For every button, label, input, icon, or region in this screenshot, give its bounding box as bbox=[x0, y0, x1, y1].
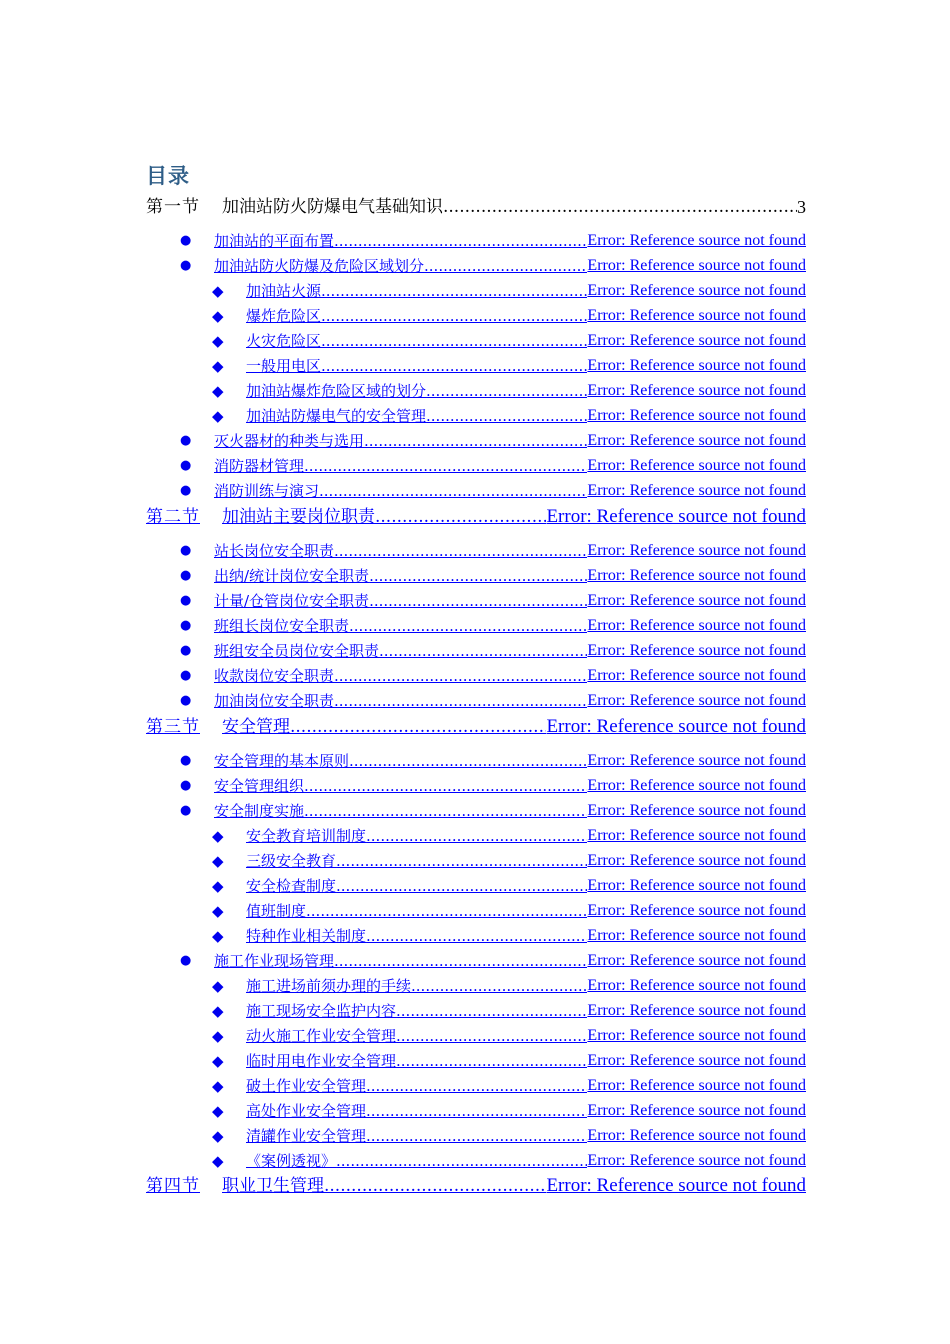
diamond-icon: ◆ bbox=[212, 1052, 224, 1070]
dot-leader bbox=[379, 642, 587, 660]
diamond-icon: ◆ bbox=[212, 902, 224, 920]
diamond-icon: ◆ bbox=[212, 977, 224, 995]
bullet-icon: ● bbox=[180, 458, 192, 473]
diamond-icon: ◆ bbox=[212, 927, 224, 945]
bullet-icon: ● bbox=[180, 803, 192, 818]
toc-page-reference: Error: Reference source not found bbox=[587, 542, 806, 559]
dot-leader bbox=[396, 1027, 587, 1045]
toc-entry-title: 班组安全员岗位安全职责 bbox=[214, 642, 380, 660]
toc-page-reference: Error: Reference source not found bbox=[587, 617, 806, 634]
toc-section-entry[interactable] bbox=[146, 1169, 806, 1195]
toc-entry-title: 计量/仓管岗位安全职责 bbox=[214, 592, 370, 610]
toc-page-reference: Error: Reference source not found bbox=[587, 927, 806, 944]
section-number: 第三节 bbox=[146, 717, 200, 737]
toc-page-reference: Error: Reference source not found bbox=[587, 1052, 806, 1069]
toc-page-reference: Error: Reference source not found bbox=[587, 307, 806, 324]
toc-page-reference: Error: Reference source not found bbox=[587, 432, 806, 449]
toc-entry-title: 灭火器材的种类与选用 bbox=[214, 432, 365, 450]
toc-page-reference: Error: Reference source not found bbox=[587, 357, 806, 374]
toc-page-reference: Error: Reference source not found bbox=[546, 1175, 806, 1196]
dot-leader bbox=[304, 457, 587, 475]
toc-section-entry[interactable] bbox=[146, 710, 806, 736]
dot-leader bbox=[426, 382, 587, 400]
toc-page-reference: Error: Reference source not found bbox=[587, 1102, 806, 1119]
toc-entry-title: 收款岗位安全职责 bbox=[214, 667, 335, 685]
toc-page-reference: 3 bbox=[797, 197, 806, 217]
diamond-icon: ◆ bbox=[212, 1102, 224, 1120]
toc-entry-title: 特种作业相关制度 bbox=[246, 927, 367, 945]
dot-leader bbox=[366, 1077, 587, 1095]
bullet-icon: ● bbox=[180, 568, 192, 583]
diamond-icon: ◆ bbox=[212, 332, 224, 350]
toc-page-reference: Error: Reference source not found bbox=[587, 952, 806, 969]
toc-page-reference: Error: Reference source not found bbox=[587, 667, 806, 684]
dot-leader bbox=[396, 1052, 587, 1070]
toc-entry-title: 职业卫生管理 bbox=[222, 1176, 324, 1196]
toc-subentry[interactable] bbox=[212, 846, 806, 870]
toc-subentry[interactable] bbox=[212, 351, 806, 375]
toc-subentry[interactable] bbox=[212, 1096, 806, 1120]
dot-leader bbox=[304, 802, 587, 820]
dot-leader bbox=[369, 592, 587, 610]
toc-entry-title: 安全检查制度 bbox=[246, 877, 337, 895]
toc-entry[interactable] bbox=[180, 476, 806, 500]
toc-subentry[interactable] bbox=[212, 1121, 806, 1145]
toc-subentry[interactable] bbox=[212, 276, 806, 300]
toc-page-reference: Error: Reference source not found bbox=[587, 752, 806, 769]
toc-subentry[interactable] bbox=[212, 921, 806, 945]
bullet-icon: ● bbox=[180, 778, 192, 793]
toc-page-reference: Error: Reference source not found bbox=[587, 877, 806, 894]
bullet-icon: ● bbox=[180, 668, 192, 683]
toc-subentry[interactable] bbox=[212, 401, 806, 425]
dot-leader bbox=[321, 307, 587, 325]
diamond-icon: ◆ bbox=[212, 407, 224, 425]
dot-leader bbox=[321, 282, 587, 300]
toc-subentry[interactable] bbox=[212, 821, 806, 845]
toc-entry[interactable] bbox=[180, 251, 806, 275]
diamond-icon: ◆ bbox=[212, 1002, 224, 1020]
toc-entry[interactable] bbox=[180, 426, 806, 450]
toc-page-reference: Error: Reference source not found bbox=[587, 332, 806, 349]
toc-entry-title: 出纳/统计岗位安全职责 bbox=[214, 567, 370, 585]
toc-page-reference: Error: Reference source not found bbox=[546, 506, 806, 527]
toc-subentry[interactable] bbox=[212, 996, 806, 1020]
toc-entry[interactable] bbox=[180, 536, 806, 560]
dot-leader bbox=[336, 852, 587, 870]
toc-section-entry[interactable] bbox=[146, 190, 806, 216]
toc-entry[interactable] bbox=[180, 686, 806, 710]
toc-page-reference: Error: Reference source not found bbox=[587, 902, 806, 919]
dot-leader bbox=[319, 482, 587, 500]
toc-entry-title: 加油站防爆电气的安全管理 bbox=[246, 407, 427, 425]
toc-subentry[interactable] bbox=[212, 301, 806, 325]
diamond-icon: ◆ bbox=[212, 382, 224, 400]
diamond-icon: ◆ bbox=[212, 1077, 224, 1095]
dot-leader bbox=[349, 617, 587, 635]
toc-page-reference: Error: Reference source not found bbox=[587, 1127, 806, 1144]
toc-entry[interactable] bbox=[180, 661, 806, 685]
toc-entry-title: 安全制度实施 bbox=[214, 802, 305, 820]
toc-page-reference: Error: Reference source not found bbox=[546, 716, 806, 737]
bullet-icon: ● bbox=[180, 433, 192, 448]
toc-entry-title: 施工进场前须办理的手续 bbox=[246, 977, 412, 995]
dot-leader bbox=[375, 508, 546, 526]
toc-page-reference: Error: Reference source not found bbox=[587, 777, 806, 794]
toc-entry-title: 安全教育培训制度 bbox=[246, 827, 367, 845]
diamond-icon: ◆ bbox=[212, 852, 224, 870]
toc-entry-title: 施工现场安全监护内容 bbox=[246, 1002, 397, 1020]
toc-entry-title: 消防训练与演习 bbox=[214, 482, 320, 500]
toc-subentry[interactable] bbox=[212, 376, 806, 400]
toc-subentry[interactable] bbox=[212, 971, 806, 995]
bullet-icon: ● bbox=[180, 953, 192, 968]
diamond-icon: ◆ bbox=[212, 307, 224, 325]
toc-title: 目录 bbox=[146, 163, 190, 188]
toc-page-reference: Error: Reference source not found bbox=[587, 407, 806, 424]
toc-entry-title: 高处作业安全管理 bbox=[246, 1102, 367, 1120]
section-number: 第二节 bbox=[146, 507, 200, 527]
dot-leader bbox=[304, 777, 587, 795]
toc-entry-title: 加油站主要岗位职责 bbox=[222, 507, 375, 527]
toc-page-reference: Error: Reference source not found bbox=[587, 1152, 806, 1169]
diamond-icon: ◆ bbox=[212, 282, 224, 300]
toc-page-reference: Error: Reference source not found bbox=[587, 977, 806, 994]
toc-subentry[interactable] bbox=[212, 896, 806, 920]
toc-page-reference: Error: Reference source not found bbox=[587, 852, 806, 869]
dot-leader bbox=[334, 952, 587, 970]
toc-entry-title: 加油站火源 bbox=[246, 282, 322, 300]
dot-leader bbox=[364, 432, 587, 450]
toc-subentry[interactable] bbox=[212, 871, 806, 895]
toc-entry-title: 三级安全教育 bbox=[246, 852, 337, 870]
bullet-icon: ● bbox=[180, 753, 192, 768]
dot-leader bbox=[366, 1102, 587, 1120]
bullet-icon: ● bbox=[180, 543, 192, 558]
toc-entry[interactable] bbox=[180, 451, 806, 475]
bullet-icon: ● bbox=[180, 233, 192, 248]
toc-page-reference: Error: Reference source not found bbox=[587, 257, 806, 274]
toc-page-reference: Error: Reference source not found bbox=[587, 482, 806, 499]
toc-page-reference: Error: Reference source not found bbox=[587, 802, 806, 819]
toc-page-reference: Error: Reference source not found bbox=[587, 457, 806, 474]
toc-page-reference: Error: Reference source not found bbox=[587, 567, 806, 584]
toc-entry-title: 班组长岗位安全职责 bbox=[214, 617, 350, 635]
toc-entry[interactable] bbox=[180, 226, 806, 250]
toc-entry[interactable] bbox=[180, 946, 806, 970]
toc-page-reference: Error: Reference source not found bbox=[587, 592, 806, 609]
toc-entry[interactable] bbox=[180, 796, 806, 820]
dot-leader bbox=[336, 877, 587, 895]
toc-entry-title: 加油站爆炸危险区域的划分 bbox=[246, 382, 427, 400]
dot-leader bbox=[334, 232, 587, 250]
dot-leader bbox=[366, 1127, 587, 1145]
bullet-icon: ● bbox=[180, 483, 192, 498]
toc-page-reference: Error: Reference source not found bbox=[587, 642, 806, 659]
toc-entry-title: 施工作业现场管理 bbox=[214, 952, 335, 970]
section-number: 第一节 bbox=[146, 197, 200, 217]
toc-entry-title: 值班制度 bbox=[246, 902, 307, 920]
toc-page-reference: Error: Reference source not found bbox=[587, 232, 806, 249]
dot-leader bbox=[396, 1002, 587, 1020]
toc-entry-title: 火灾危险区 bbox=[246, 332, 322, 350]
toc-subentry[interactable] bbox=[212, 1021, 806, 1045]
bullet-icon: ● bbox=[180, 618, 192, 633]
toc-entry-title: 安全管理组织 bbox=[214, 777, 305, 795]
dot-leader bbox=[324, 1177, 546, 1195]
dot-leader bbox=[290, 718, 546, 736]
dot-leader bbox=[334, 542, 587, 560]
toc-subentry[interactable] bbox=[212, 1046, 806, 1070]
dot-leader bbox=[321, 332, 587, 350]
toc-entry-title: 加油站的平面布置 bbox=[214, 232, 335, 250]
toc-page-reference: Error: Reference source not found bbox=[587, 1077, 806, 1094]
toc-entry-title: 加油岗位安全职责 bbox=[214, 692, 335, 710]
toc-entry-title: 破土作业安全管理 bbox=[246, 1077, 367, 1095]
toc-entry[interactable] bbox=[180, 746, 806, 770]
toc-entry-title: 安全管理 bbox=[222, 717, 290, 737]
dot-leader bbox=[336, 1152, 587, 1170]
toc-entry[interactable] bbox=[180, 636, 806, 660]
dot-leader bbox=[366, 927, 587, 945]
dot-leader bbox=[426, 407, 587, 425]
toc-page-reference: Error: Reference source not found bbox=[587, 282, 806, 299]
toc-entry-title: 加油站防火防爆及危险区域划分 bbox=[214, 257, 425, 275]
dot-leader bbox=[349, 752, 587, 770]
toc-entry-title: 临时用电作业安全管理 bbox=[246, 1052, 397, 1070]
toc-entry[interactable] bbox=[180, 771, 806, 795]
diamond-icon: ◆ bbox=[212, 1152, 224, 1170]
bullet-icon: ● bbox=[180, 258, 192, 273]
toc-page-reference: Error: Reference source not found bbox=[587, 827, 806, 844]
toc-entry-title: 爆炸危险区 bbox=[246, 307, 322, 325]
toc-page-reference: Error: Reference source not found bbox=[587, 382, 806, 399]
toc-entry-title: 《案例透视》 bbox=[246, 1152, 337, 1170]
dot-leader bbox=[369, 567, 587, 585]
toc-entry-title: 加油站防火防爆电气基础知识 bbox=[222, 197, 443, 217]
dot-leader bbox=[443, 198, 797, 216]
diamond-icon: ◆ bbox=[212, 357, 224, 375]
toc-entry-title: 动火施工作业安全管理 bbox=[246, 1027, 397, 1045]
bullet-icon: ● bbox=[180, 593, 192, 608]
dot-leader bbox=[334, 667, 587, 685]
diamond-icon: ◆ bbox=[212, 1127, 224, 1145]
toc-entry[interactable] bbox=[180, 586, 806, 610]
toc-entry-title: 站长岗位安全职责 bbox=[214, 542, 335, 560]
toc-subentry[interactable] bbox=[212, 326, 806, 350]
toc-subentry[interactable] bbox=[212, 1146, 806, 1170]
dot-leader bbox=[424, 257, 587, 275]
dot-leader bbox=[306, 902, 587, 920]
bullet-icon: ● bbox=[180, 643, 192, 658]
toc-entry-title: 一般用电区 bbox=[246, 357, 322, 375]
diamond-icon: ◆ bbox=[212, 877, 224, 895]
toc-page-reference: Error: Reference source not found bbox=[587, 1027, 806, 1044]
toc-entry-title: 消防器材管理 bbox=[214, 457, 305, 475]
diamond-icon: ◆ bbox=[212, 827, 224, 845]
toc-entry-title: 安全管理的基本原则 bbox=[214, 752, 350, 770]
toc-entry-title: 清罐作业安全管理 bbox=[246, 1127, 367, 1145]
toc-entry[interactable] bbox=[180, 611, 806, 635]
toc-entry[interactable] bbox=[180, 561, 806, 585]
toc-section-entry[interactable] bbox=[146, 500, 806, 526]
bullet-icon: ● bbox=[180, 693, 192, 708]
diamond-icon: ◆ bbox=[212, 1027, 224, 1045]
toc-page-reference: Error: Reference source not found bbox=[587, 1002, 806, 1019]
section-number: 第四节 bbox=[146, 1176, 200, 1196]
dot-leader bbox=[334, 692, 587, 710]
toc-page-reference: Error: Reference source not found bbox=[587, 692, 806, 709]
toc-subentry[interactable] bbox=[212, 1071, 806, 1095]
dot-leader bbox=[411, 977, 587, 995]
dot-leader bbox=[366, 827, 587, 845]
dot-leader bbox=[321, 357, 587, 375]
